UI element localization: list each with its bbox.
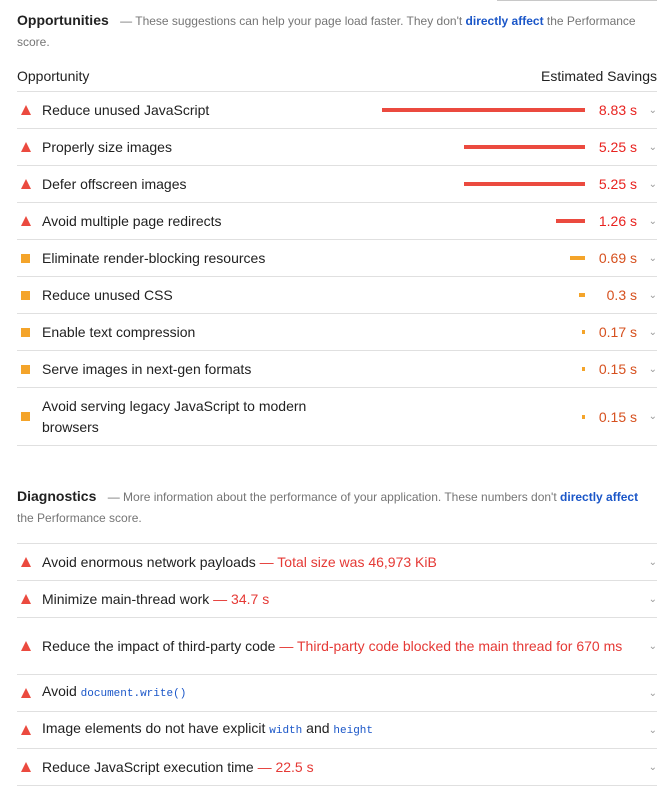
opportunity-title: Serve images in next-gen formats bbox=[42, 360, 252, 377]
average-square-icon bbox=[17, 328, 42, 337]
savings-bar bbox=[570, 256, 585, 260]
diagnostic-text bbox=[42, 757, 314, 778]
chevron-down-icon[interactable]: ⌄ bbox=[648, 761, 657, 773]
diagnostic-expander bbox=[637, 581, 657, 617]
savings-bar bbox=[582, 330, 585, 334]
fail-triangle-icon bbox=[17, 641, 42, 651]
opportunity-row[interactable] bbox=[17, 203, 657, 240]
diagnostic-title: Avoid enormous network payloads bbox=[42, 553, 256, 570]
directly-affect-link[interactable]: directly affect bbox=[465, 14, 544, 28]
chevron-down-icon[interactable]: ⌄ bbox=[648, 104, 657, 116]
diagnostic-text bbox=[42, 636, 622, 657]
estimated-savings bbox=[382, 92, 657, 128]
diagnostic-row[interactable] bbox=[17, 544, 657, 581]
savings-bar bbox=[582, 367, 585, 371]
opportunity-row[interactable] bbox=[17, 351, 657, 388]
savings-bar bbox=[464, 182, 585, 186]
chevron-down-icon[interactable]: ⌄ bbox=[648, 178, 657, 190]
chevron-down-icon[interactable]: ⌄ bbox=[648, 215, 657, 227]
savings-value: 1.26 s bbox=[598, 213, 637, 229]
chevron-down-icon[interactable]: ⌄ bbox=[648, 593, 657, 605]
col-estimated-savings: Estimated Savings bbox=[541, 68, 657, 84]
opportunity-row[interactable] bbox=[17, 314, 657, 351]
estimated-savings bbox=[556, 203, 657, 239]
diagnostic-expander bbox=[637, 675, 657, 711]
diagnostic-row[interactable] bbox=[17, 581, 657, 618]
diagnostic-expander bbox=[637, 544, 657, 580]
savings-value: 8.83 s bbox=[598, 102, 637, 118]
chevron-down-icon[interactable]: ⌄ bbox=[648, 640, 657, 652]
fail-triangle-icon bbox=[17, 105, 42, 115]
diagnostic-title-mid: and bbox=[306, 720, 330, 736]
diagnostic-detail: — Third-party code blocked the main thread for 670 ms bbox=[279, 637, 623, 654]
savings-value: 0.15 s bbox=[598, 361, 637, 377]
estimated-savings bbox=[464, 166, 657, 202]
diagnostic-text bbox=[42, 589, 269, 610]
fail-triangle-icon bbox=[17, 762, 42, 772]
chevron-down-icon[interactable]: ⌄ bbox=[648, 411, 657, 422]
opportunity-title: Avoid serving legacy JavaScript to modern browsers bbox=[42, 397, 307, 435]
chevron-down-icon[interactable]: ⌄ bbox=[648, 289, 657, 301]
diagnostics-list bbox=[17, 543, 657, 786]
opportunity-title: Enable text compression bbox=[42, 323, 196, 340]
savings-value: 0.69 s bbox=[598, 250, 637, 266]
opportunity-row[interactable] bbox=[17, 240, 657, 277]
fail-triangle-icon bbox=[17, 179, 42, 189]
diagnostic-expander bbox=[637, 749, 657, 785]
opportunity-row[interactable] bbox=[17, 166, 657, 203]
chevron-down-icon[interactable]: ⌄ bbox=[648, 141, 657, 153]
savings-value: 5.25 s bbox=[598, 139, 637, 155]
diagnostic-detail: — 22.5 s bbox=[257, 758, 314, 775]
opportunities-section bbox=[17, 10, 657, 446]
opportunities-header bbox=[17, 10, 657, 53]
fail-triangle-icon bbox=[17, 142, 42, 152]
diagnostic-expander bbox=[637, 618, 657, 674]
diagnostic-row[interactable] bbox=[17, 675, 657, 712]
opportunity-title: Properly size images bbox=[42, 138, 172, 155]
chevron-down-icon[interactable]: ⌄ bbox=[648, 326, 657, 338]
average-square-icon bbox=[17, 291, 42, 300]
opportunity-title: Reduce unused JavaScript bbox=[42, 101, 210, 118]
chevron-down-icon[interactable]: ⌄ bbox=[648, 687, 657, 699]
savings-value: 0.15 s bbox=[598, 408, 637, 425]
fail-triangle-icon bbox=[17, 688, 42, 698]
top-divider bbox=[497, 0, 657, 1]
estimated-savings bbox=[579, 277, 657, 313]
opportunity-row[interactable] bbox=[17, 129, 657, 166]
col-opportunity: Opportunity bbox=[17, 68, 90, 84]
chevron-down-icon[interactable]: ⌄ bbox=[648, 363, 657, 375]
desc-text: the Performance score. bbox=[17, 14, 636, 49]
diagnostic-row[interactable] bbox=[17, 712, 657, 749]
estimated-savings bbox=[464, 129, 657, 165]
fail-triangle-icon bbox=[17, 594, 42, 604]
opportunities-title: Opportunities bbox=[17, 12, 109, 28]
estimated-savings bbox=[570, 240, 657, 276]
chevron-down-icon[interactable]: ⌄ bbox=[648, 724, 657, 736]
opportunity-title: Eliminate render-blocking resources bbox=[42, 249, 266, 266]
fail-triangle-icon bbox=[17, 216, 42, 226]
diagnostic-title: Image elements do not have explicit bbox=[42, 720, 266, 736]
diagnostics-section bbox=[17, 486, 657, 786]
diagnostic-expander bbox=[637, 712, 657, 748]
estimated-savings bbox=[582, 388, 657, 445]
diagnostic-detail: — Total size was 46,973 KiB bbox=[259, 553, 437, 570]
diagnostic-text bbox=[42, 718, 373, 742]
average-square-icon bbox=[17, 254, 42, 263]
opportunities-description bbox=[17, 14, 636, 49]
desc-text: — More information about the performance of your application. These numbers don't bbox=[107, 490, 561, 504]
savings-value: 0.3 s bbox=[606, 287, 637, 303]
opportunity-title: Reduce unused CSS bbox=[42, 286, 173, 303]
column-headers bbox=[17, 66, 657, 86]
directly-affect-link[interactable]: directly affect bbox=[560, 490, 639, 504]
desc-text: — These suggestions can help your page load faster. They don't bbox=[120, 14, 466, 28]
chevron-down-icon[interactable]: ⌄ bbox=[648, 556, 657, 568]
opportunity-row[interactable] bbox=[17, 277, 657, 314]
diagnostic-detail: — 34.7 s bbox=[213, 590, 270, 607]
chevron-down-icon[interactable]: ⌄ bbox=[648, 252, 657, 264]
average-square-icon bbox=[17, 412, 42, 421]
opportunity-title: Defer offscreen images bbox=[42, 175, 187, 192]
diagnostic-title: Avoid bbox=[42, 683, 77, 699]
diagnostic-row[interactable] bbox=[17, 749, 657, 786]
code-snippet: width bbox=[269, 725, 303, 737]
opportunity-row[interactable] bbox=[17, 92, 657, 129]
diagnostic-text bbox=[42, 681, 186, 705]
savings-bar bbox=[382, 108, 585, 112]
savings-bar bbox=[464, 145, 585, 149]
diagnostics-header bbox=[17, 486, 657, 529]
savings-value: 5.25 s bbox=[598, 176, 637, 192]
opportunity-title: Avoid multiple page redirects bbox=[42, 212, 222, 229]
diagnostics-description bbox=[17, 490, 638, 525]
fail-triangle-icon bbox=[17, 725, 42, 735]
average-square-icon bbox=[17, 365, 42, 374]
code-snippet: document.write() bbox=[80, 688, 187, 700]
code-snippet: height bbox=[333, 725, 374, 737]
diagnostics-title: Diagnostics bbox=[17, 488, 97, 504]
desc-text: the Performance score. bbox=[17, 511, 142, 525]
diagnostic-title: Reduce the impact of third-party code bbox=[42, 637, 276, 654]
savings-bar bbox=[579, 293, 585, 297]
savings-value: 0.17 s bbox=[598, 324, 637, 340]
estimated-savings bbox=[582, 351, 657, 387]
diagnostic-title: Reduce JavaScript execution time bbox=[42, 758, 254, 775]
fail-triangle-icon bbox=[17, 557, 42, 567]
opportunities-list bbox=[17, 91, 657, 446]
estimated-savings bbox=[582, 314, 657, 350]
savings-bar bbox=[582, 415, 585, 419]
diagnostic-text bbox=[42, 552, 437, 573]
opportunity-row[interactable] bbox=[17, 388, 657, 446]
savings-bar bbox=[556, 219, 585, 223]
diagnostic-title: Minimize main-thread work bbox=[42, 590, 210, 607]
diagnostic-row[interactable] bbox=[17, 618, 657, 675]
